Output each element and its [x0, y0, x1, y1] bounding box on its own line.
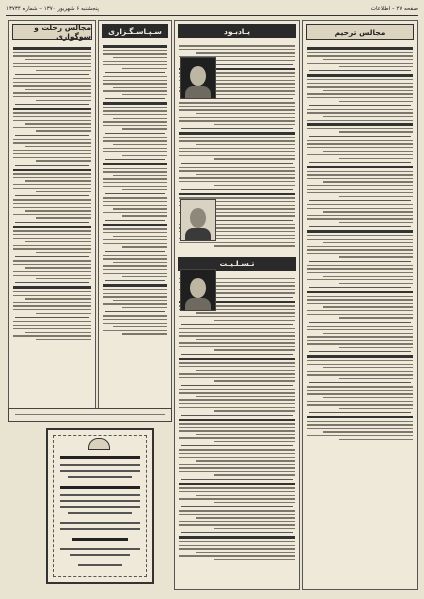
portrait-woman-photo [178, 54, 218, 102]
section-title-remembrance: یـادبـود [178, 24, 296, 38]
section-title-thanks: سـپـاسـگـزاری [102, 24, 168, 38]
column-1-text [303, 43, 417, 444]
column-4-text [9, 43, 95, 344]
section-title-memorial: مجالس ترحیم [306, 24, 414, 40]
running-head [6, 4, 418, 14]
section-title-mourning: مجالس رحلت و سوگواری [12, 24, 92, 40]
column-mourning [8, 20, 96, 422]
newspaper-page [6, 4, 418, 594]
column-3-text [99, 41, 171, 339]
portrait-man-1-photo [178, 196, 218, 244]
ornamental-announcement [46, 428, 154, 584]
running-head-left: پنجشنبه ۶ شهریور ۱۳۷۰ – شماره ۱۳۷۳۴ [6, 6, 99, 12]
ornament-crest-icon [88, 438, 110, 450]
column-memorial-services [302, 20, 418, 590]
column-thanks [98, 20, 172, 422]
portrait-man-2 [180, 269, 216, 311]
header-rule [6, 15, 418, 16]
portrait-woman [180, 57, 216, 99]
portrait-man-2-photo [178, 266, 218, 314]
column-2-condolence-text [175, 274, 299, 565]
running-head-right: صفحه ۲۷ – اطلاعات [370, 6, 418, 12]
section-title-condolence: تـسـلـیـت [178, 257, 296, 271]
notice-strip [8, 408, 172, 422]
portrait-man-1 [180, 199, 216, 241]
